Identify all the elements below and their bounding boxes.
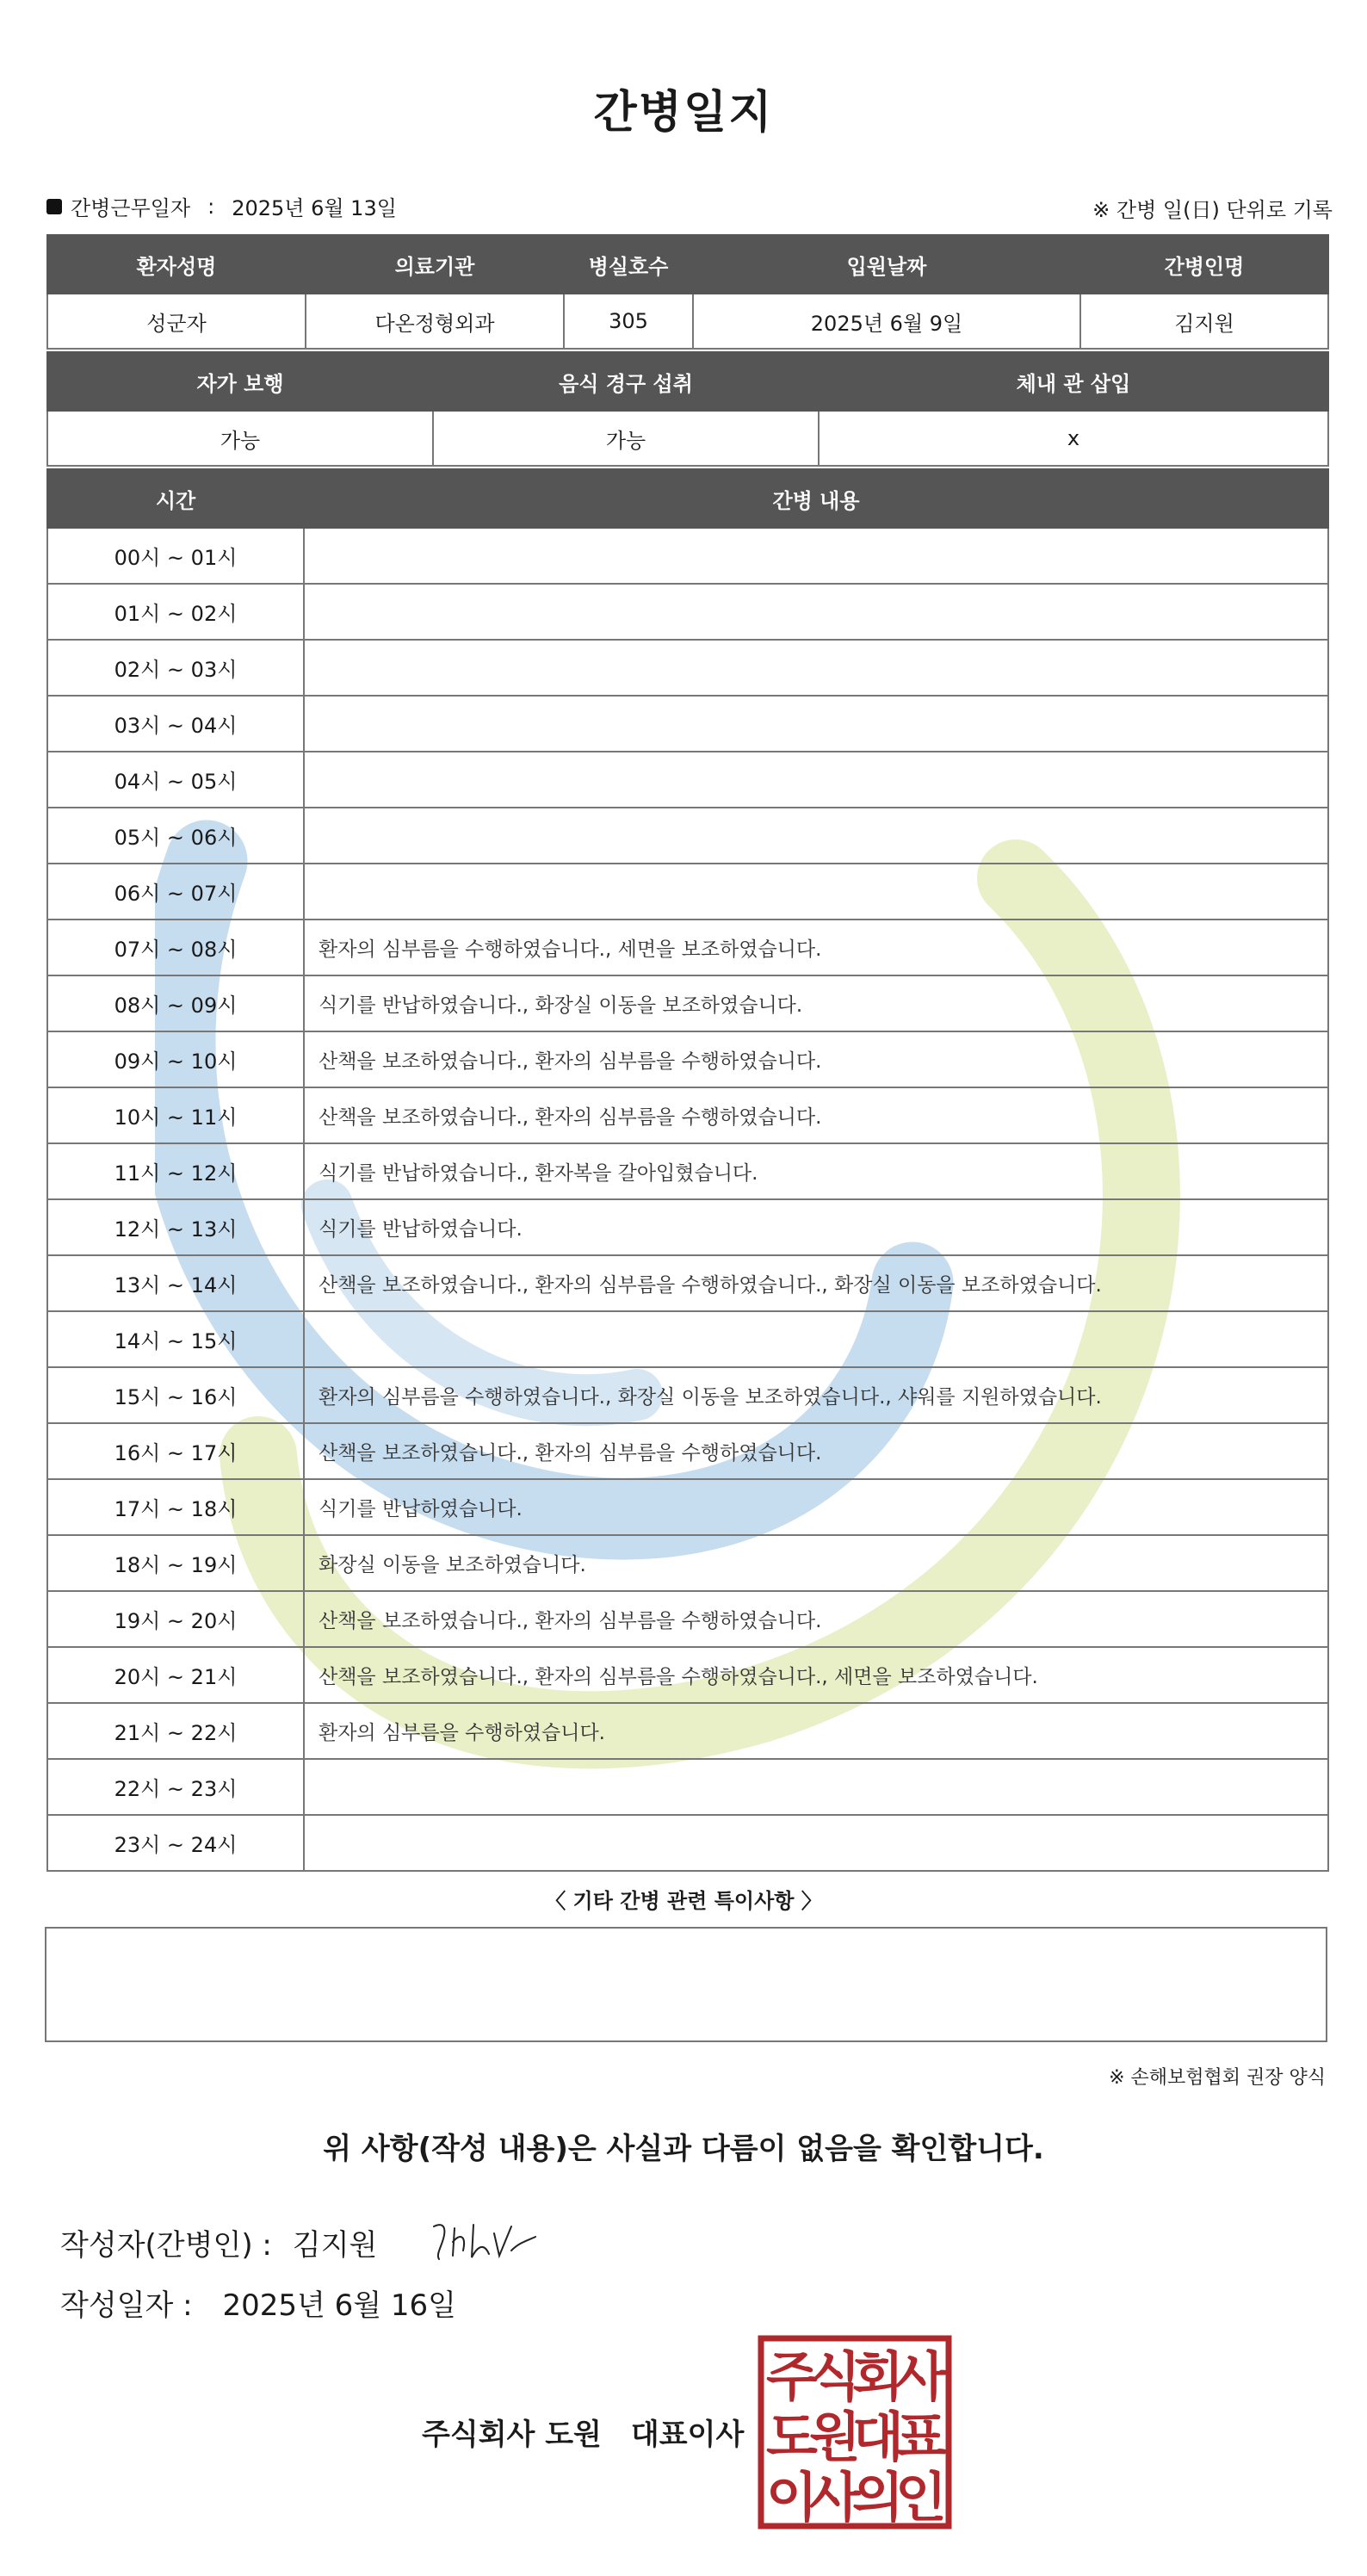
work-date-row bbox=[46, 191, 397, 221]
svg-text:표: 표 bbox=[895, 2406, 947, 2468]
time-cell: 06시 ~ 07시 bbox=[47, 864, 304, 920]
content-cell: 식기를 반납하였습니다., 화장실 이동을 보조하였습니다. bbox=[304, 975, 1328, 1031]
company-name: 주식회사 도원 bbox=[422, 2418, 602, 2452]
company-seal-image bbox=[758, 2335, 952, 2530]
page-title: 간병일지 bbox=[593, 87, 774, 139]
content-cell: 식기를 반납하였습니다. bbox=[304, 1479, 1328, 1535]
header-room: 병실호수 bbox=[564, 235, 693, 294]
content-cell: 환자의 심부름을 수행하였습니다., 화장실 이동을 보조하였습니다., 샤워를 지원하였습니다. bbox=[304, 1367, 1328, 1423]
time-cell: 07시 ~ 08시 bbox=[47, 920, 304, 975]
ceo-title: 대표이사 bbox=[630, 2418, 745, 2452]
time-cell: 00시 ~ 01시 bbox=[47, 528, 304, 584]
header-time: 시간 bbox=[47, 469, 304, 528]
oral-intake-status: 가능 bbox=[433, 411, 819, 466]
time-cell: 16시 ~ 17시 bbox=[47, 1423, 304, 1479]
content-cell: 화장실 이동을 보조하였습니다. bbox=[304, 1535, 1328, 1591]
content-cell: 환자의 심부름을 수행하였습니다. bbox=[304, 1703, 1328, 1759]
time-cell: 13시 ~ 14시 bbox=[47, 1255, 304, 1311]
writer-row bbox=[60, 2216, 541, 2268]
table-row bbox=[47, 864, 1328, 920]
work-date-value: 2025년 6월 13일 bbox=[232, 196, 397, 220]
content-cell: 식기를 반납하였습니다. bbox=[304, 1199, 1328, 1255]
content-cell: 산책을 보조하였습니다., 환자의 심부름을 수행하였습니다. bbox=[304, 1591, 1328, 1647]
company-signoff bbox=[422, 2411, 744, 2453]
table-row bbox=[47, 1367, 1328, 1423]
time-cell: 23시 ~ 24시 bbox=[47, 1815, 304, 1871]
content-cell bbox=[304, 696, 1328, 752]
walking-status: 가능 bbox=[47, 411, 433, 466]
time-cell: 03시 ~ 04시 bbox=[47, 696, 304, 752]
writer-label: 작성자(간병인) : bbox=[60, 2227, 272, 2263]
table-row bbox=[47, 1087, 1328, 1143]
table-row bbox=[47, 808, 1328, 864]
header-caregiver: 간병인명 bbox=[1080, 235, 1328, 294]
recommend-note: ※ 손해보험협회 권장 양식 bbox=[1109, 2067, 1326, 2089]
confirm-statement: 위 사항(작성 내용)은 사실과 다름이 없음을 확인합니다. bbox=[323, 2132, 1044, 2166]
content-cell bbox=[304, 528, 1328, 584]
content-cell bbox=[304, 1759, 1328, 1815]
content-cell: 산책을 보조하였습니다., 환자의 심부름을 수행하였습니다. bbox=[304, 1087, 1328, 1143]
content-cell bbox=[304, 752, 1328, 808]
written-date-row bbox=[60, 2282, 456, 2324]
admission-date: 2025년 6월 9일 bbox=[693, 294, 1080, 349]
table-row bbox=[47, 1143, 1328, 1199]
svg-text:도: 도 bbox=[766, 2406, 818, 2468]
written-date-value: 2025년 6월 16일 bbox=[222, 2288, 457, 2323]
table-row bbox=[47, 584, 1328, 640]
content-cell bbox=[304, 1815, 1328, 1871]
table-row bbox=[47, 975, 1328, 1031]
header-care-content: 간병 내용 bbox=[304, 469, 1328, 528]
table-row bbox=[47, 920, 1328, 975]
table-row bbox=[47, 752, 1328, 808]
time-cell: 22시 ~ 23시 bbox=[47, 1759, 304, 1815]
header-admission-date: 입원날짜 bbox=[693, 235, 1080, 294]
bullet-square-icon bbox=[46, 199, 62, 214]
table-row bbox=[47, 1759, 1328, 1815]
time-cell: 09시 ~ 10시 bbox=[47, 1031, 304, 1087]
svg-text:원: 원 bbox=[809, 2406, 861, 2468]
time-cell: 15시 ~ 16시 bbox=[47, 1367, 304, 1423]
time-cell: 11시 ~ 12시 bbox=[47, 1143, 304, 1199]
patient-name: 성군자 bbox=[47, 294, 306, 349]
institution: 다온정형외과 bbox=[306, 294, 564, 349]
content-cell: 환자의 심부름을 수행하였습니다., 세면을 보조하였습니다. bbox=[304, 920, 1328, 975]
svg-text:의: 의 bbox=[852, 2466, 904, 2529]
time-cell: 18시 ~ 19시 bbox=[47, 1535, 304, 1591]
header-walking: 자가 보행 bbox=[47, 352, 433, 411]
svg-text:사: 사 bbox=[895, 2345, 947, 2408]
svg-text:이: 이 bbox=[766, 2466, 818, 2529]
svg-text:대: 대 bbox=[852, 2406, 904, 2468]
table-row bbox=[47, 1703, 1328, 1759]
table-row bbox=[47, 1031, 1328, 1087]
tube-status: x bbox=[819, 411, 1328, 466]
content-cell: 산책을 보조하였습니다., 환자의 심부름을 수행하였습니다. bbox=[304, 1031, 1328, 1087]
room-number: 305 bbox=[564, 294, 693, 349]
svg-text:회: 회 bbox=[852, 2345, 904, 2408]
header-tube: 체내 관 삽입 bbox=[819, 352, 1328, 411]
time-cell: 10시 ~ 11시 bbox=[47, 1087, 304, 1143]
table-row bbox=[47, 696, 1328, 752]
table-row bbox=[47, 1535, 1328, 1591]
header-patient-name: 환자성명 bbox=[47, 235, 306, 294]
header-oral-intake: 음식 경구 섭취 bbox=[433, 352, 819, 411]
caregiver-name: 김지원 bbox=[1080, 294, 1328, 349]
table-row bbox=[47, 1479, 1328, 1535]
content-cell bbox=[304, 640, 1328, 696]
signature-image bbox=[429, 2216, 541, 2268]
svg-text:사: 사 bbox=[809, 2466, 861, 2529]
remarks-box bbox=[45, 1927, 1327, 2042]
header-institution: 의료기관 bbox=[306, 235, 564, 294]
writer-name: 김지원 bbox=[292, 2227, 378, 2263]
time-cell: 21시 ~ 22시 bbox=[47, 1703, 304, 1759]
table-row bbox=[47, 1423, 1328, 1479]
content-cell bbox=[304, 864, 1328, 920]
content-cell bbox=[304, 584, 1328, 640]
work-date-colon: : bbox=[207, 194, 215, 219]
patient-status-table bbox=[46, 351, 1329, 467]
time-cell: 02시 ~ 03시 bbox=[47, 640, 304, 696]
content-cell: 산책을 보조하였습니다., 환자의 심부름을 수행하였습니다., 화장실 이동을 보조하였습니다. bbox=[304, 1255, 1328, 1311]
content-cell: 산책을 보조하였습니다., 환자의 심부름을 수행하였습니다., 세면을 보조하였습니다. bbox=[304, 1647, 1328, 1703]
svg-text:식: 식 bbox=[809, 2345, 861, 2408]
content-cell: 산책을 보조하였습니다., 환자의 심부름을 수행하였습니다. bbox=[304, 1423, 1328, 1479]
table-row bbox=[47, 1199, 1328, 1255]
written-date-label: 작성일자 : bbox=[60, 2288, 193, 2323]
content-cell bbox=[304, 808, 1328, 864]
content-cell bbox=[304, 1311, 1328, 1367]
table-row bbox=[47, 1591, 1328, 1647]
record-note: ※ 간병 일(日) 단위로 기록 bbox=[1092, 198, 1333, 222]
table-row bbox=[47, 1311, 1328, 1367]
table-row bbox=[47, 640, 1328, 696]
patient-info-table bbox=[46, 234, 1329, 350]
work-date-label: 간병근무일자 bbox=[71, 196, 191, 220]
table-row bbox=[47, 1647, 1328, 1703]
table-row bbox=[47, 1255, 1328, 1311]
table-row bbox=[47, 1815, 1328, 1871]
time-cell: 01시 ~ 02시 bbox=[47, 584, 304, 640]
time-cell: 14시 ~ 15시 bbox=[47, 1311, 304, 1367]
time-cell: 04시 ~ 05시 bbox=[47, 752, 304, 808]
table-row bbox=[47, 528, 1328, 584]
time-cell: 20시 ~ 21시 bbox=[47, 1647, 304, 1703]
content-cell: 식기를 반납하였습니다., 환자복을 갈아입혔습니다. bbox=[304, 1143, 1328, 1199]
time-cell: 17시 ~ 18시 bbox=[47, 1479, 304, 1535]
svg-text:주: 주 bbox=[766, 2345, 818, 2408]
care-log-table bbox=[46, 468, 1329, 1872]
time-cell: 19시 ~ 20시 bbox=[47, 1591, 304, 1647]
remarks-title: 〈 기타 간병 관련 특이사항 〉 bbox=[545, 1889, 822, 1913]
time-cell: 12시 ~ 13시 bbox=[47, 1199, 304, 1255]
time-cell: 05시 ~ 06시 bbox=[47, 808, 304, 864]
svg-text:인: 인 bbox=[895, 2466, 947, 2529]
time-cell: 08시 ~ 09시 bbox=[47, 975, 304, 1031]
